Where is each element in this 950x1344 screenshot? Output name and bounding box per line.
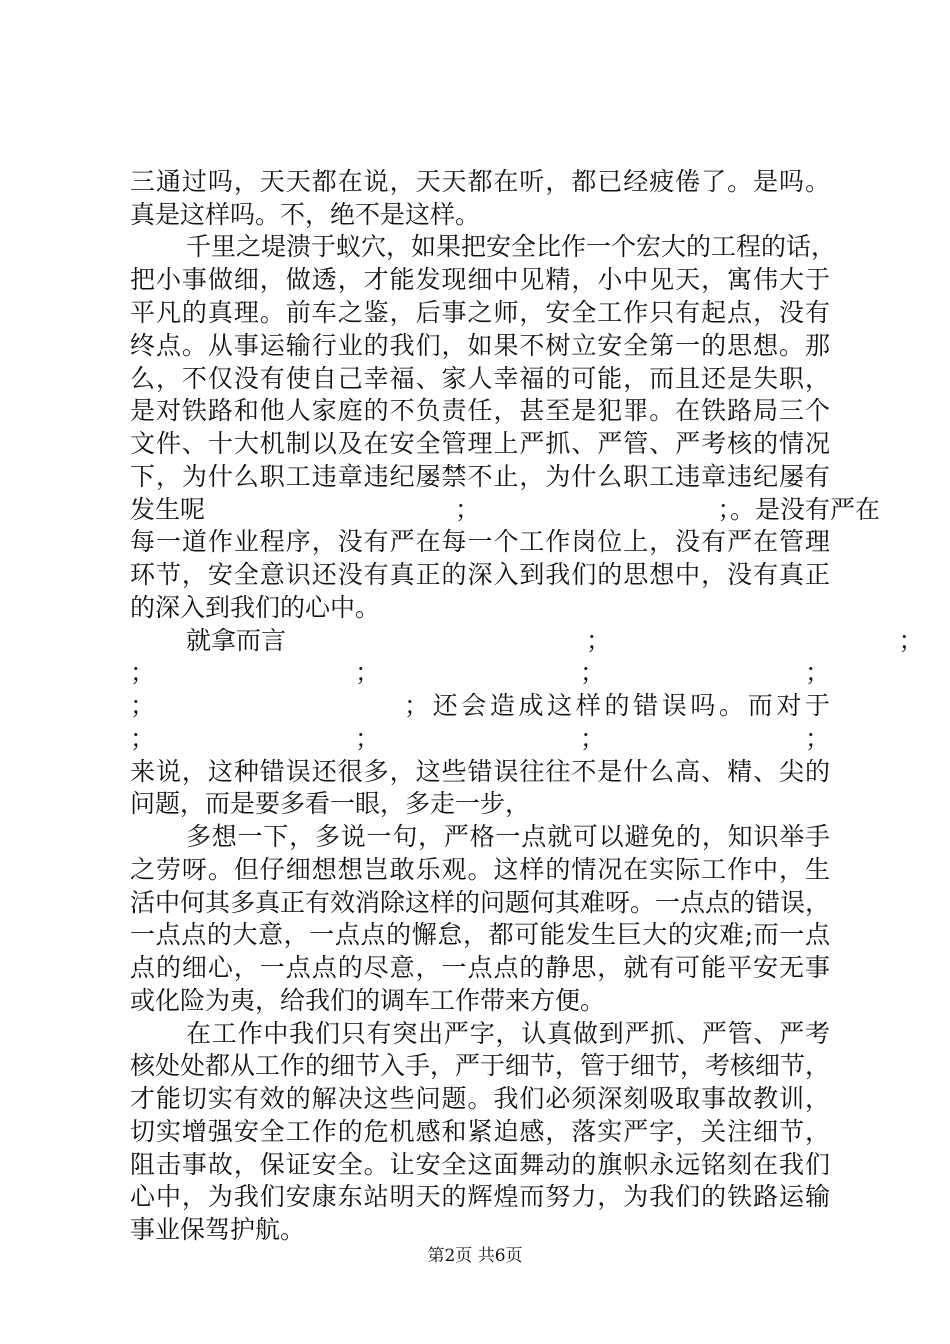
- text-line: ； ；还会造成这样的错误吗。而对于: [130, 691, 830, 720]
- text-line: 三通过吗，天天都在说，天天都在听，都已经疲倦了。是吗。: [130, 167, 830, 196]
- text-line: 才能切实有效的解决这些问题。我们必须深刻吸取事故教训，: [130, 1084, 830, 1113]
- text-line: 一点点的大意，一点点的懈怠，都可能发生巨大的灾难;而一点: [130, 920, 830, 949]
- text-line: 点的细心，一点点的尽意，一点点的静思，就有可能平安无事: [130, 953, 830, 982]
- text-line: 切实增强安全工作的危机感和紧迫感，落实严字，关注细节，: [130, 1117, 830, 1146]
- paragraph-start: 在工作中我们只有突出严字，认真做到严抓、严管、严考: [186, 1019, 830, 1048]
- text-line: 阻击事故，保证安全。让安全这面舞动的旗帜永远铭刻在我们: [130, 1150, 830, 1179]
- text-line: 发生呢 ； ；。是没有严在: [130, 495, 881, 524]
- text-line: 核处处都从工作的细节入手，严于细节，管于细节，考核细节，: [130, 1051, 831, 1080]
- text-line: 或化险为夷，给我们的调车工作带来方便。: [130, 986, 606, 1015]
- text-line: 下，为什么职工违章违纪屡禁不止，为什么职工违章违纪屡有: [130, 462, 830, 491]
- text-line: 平凡的真理。前车之鉴，后事之师，安全工作只有起点，没有: [130, 298, 830, 327]
- text-line: 心中，为我们安康东站明天的辉煌而努力，为我们的铁路运输: [130, 1182, 830, 1211]
- text-line: 事业保驾护航。: [130, 1215, 306, 1244]
- text-line: 环节，安全意识还没有真正的深入到我们的思想中，没有真正: [130, 560, 830, 589]
- text-line: 的深入到我们的心中。: [130, 593, 381, 622]
- text-line: 活中何其多真正有效消除这样的问题何其难呀。一点点的错误，: [130, 888, 831, 917]
- text-line: 真是这样吗。不，绝不是这样。: [130, 200, 481, 229]
- page-number: 第2页 共6页: [427, 1246, 523, 1266]
- text-line: ； ； ； ；: [130, 724, 830, 753]
- text-line: 把小事做细，做透，才能发现细中见精，小中见天，寓伟大于: [130, 265, 830, 294]
- text-line: 每一道作业程序，没有严在每一个工作岗位上，没有严在管理: [130, 527, 830, 556]
- paragraph-start: 就拿而言 ； ；: [186, 626, 924, 655]
- text-line: 来说，这种错误还很多，这些错误往往不是什么高、精、尖的: [130, 757, 830, 786]
- paragraph-start: 千里之堤溃于蚁穴，如果把安全比作一个宏大的工程的话，: [186, 232, 837, 261]
- text-line: 是对铁路和他人家庭的不负责任，甚至是犯罪。在铁路局三个: [130, 396, 830, 425]
- text-line: 文件、十大机制以及在安全管理上严抓、严管、严考核的情况: [130, 429, 830, 458]
- text-line: ； ； ； ；: [130, 658, 830, 687]
- text-line: 么，不仅没有使自己幸福、家人幸福的可能，而且还是失职，: [130, 364, 830, 393]
- text-line: 问题，而是要多看一眼，多走一步，: [130, 789, 531, 818]
- text-line: 之劳呀。但仔细想想岂敢乐观。这样的情况在实际工作中，生: [130, 855, 830, 884]
- text-line: 终点。从事运输行业的我们，如果不树立安全第一的思想。那: [130, 331, 830, 360]
- paragraph-start: 多想一下，多说一句，严格一点就可以避免的，知识举手: [186, 822, 830, 851]
